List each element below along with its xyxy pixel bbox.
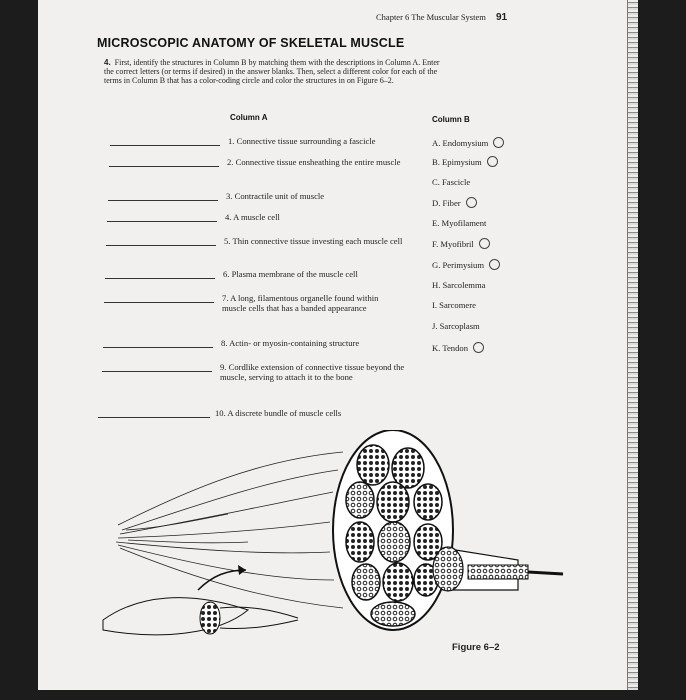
term-label: I. Sarcomere bbox=[432, 300, 476, 310]
question-text: 8. Actin- or myosin-containing structure bbox=[221, 338, 360, 348]
term-label: H. Sarcolemma bbox=[432, 280, 486, 290]
term-g bbox=[432, 259, 500, 270]
question-text: 7. A long, filamentous organelle found within muscle cells that has a banded appearance bbox=[222, 293, 379, 313]
color-coding-circle[interactable] bbox=[466, 197, 477, 208]
color-coding-circle[interactable] bbox=[473, 342, 484, 353]
term-j bbox=[432, 321, 480, 331]
answer-blank[interactable] bbox=[110, 145, 220, 146]
answer-blank[interactable] bbox=[102, 371, 212, 372]
chapter-label: Chapter 6 The Muscular System bbox=[376, 12, 486, 22]
term-a bbox=[432, 137, 504, 148]
answer-blank[interactable] bbox=[107, 221, 217, 222]
section-title: MICROSCOPIC ANATOMY OF SKELETAL MUSCLE bbox=[97, 36, 405, 50]
term-label: B. Epimysium bbox=[432, 157, 482, 167]
answer-blank[interactable] bbox=[109, 166, 219, 167]
color-coding-circle[interactable] bbox=[493, 137, 504, 148]
question-text: 2. Connective tissue ensheathing the entire muscle bbox=[227, 157, 401, 167]
answer-blank[interactable] bbox=[108, 200, 218, 201]
instruction-text: First, identify the structures in Column B by matching them with the descriptions in Column A. Enter the correct letters (or terms if desired) in the answer blanks. Then, select a different color for each of the terms in Column B that has a color-coding circle and color the structures in on Figure 6–2. bbox=[104, 58, 440, 85]
term-h bbox=[432, 280, 485, 290]
arrowhead-icon bbox=[238, 565, 246, 575]
figure-caption: Figure 6–2 bbox=[452, 642, 500, 653]
term-k bbox=[432, 342, 484, 353]
muscle-belly-lines bbox=[116, 452, 343, 608]
worksheet-page bbox=[38, 0, 638, 690]
term-label: D. Fiber bbox=[432, 198, 461, 208]
term-b bbox=[432, 156, 498, 167]
whole-muscle-sketch bbox=[103, 598, 298, 635]
term-label: A. Endomysium bbox=[432, 138, 489, 148]
answer-blank[interactable] bbox=[104, 302, 214, 303]
term-label: G. Perimysium bbox=[432, 260, 485, 270]
answer-blank[interactable] bbox=[105, 278, 215, 279]
question-text: 5. Thin connective tissue investing each muscle cell bbox=[224, 236, 403, 246]
answer-blank[interactable] bbox=[106, 245, 216, 246]
term-c bbox=[432, 177, 470, 187]
term-label: K. Tendon bbox=[432, 343, 468, 353]
exercise-number: 4. bbox=[104, 58, 111, 67]
term-e bbox=[432, 218, 486, 228]
term-label: C. Fascicle bbox=[432, 177, 471, 187]
column-a-header: Column A bbox=[230, 113, 268, 122]
muscle-anatomy-figure bbox=[98, 430, 578, 640]
term-i bbox=[432, 300, 476, 310]
color-coding-circle[interactable] bbox=[487, 156, 498, 167]
question-text: 1. Connective tissue surrounding a fascicle bbox=[228, 136, 376, 146]
term-d bbox=[432, 197, 477, 208]
instructions bbox=[104, 58, 444, 85]
term-label: J. Sarcoplasm bbox=[432, 321, 480, 331]
question-text: 10. A discrete bundle of muscle cells bbox=[215, 408, 342, 418]
extracted-fiber bbox=[433, 547, 563, 591]
color-coding-circle[interactable] bbox=[479, 238, 490, 249]
answer-blank[interactable] bbox=[98, 417, 210, 418]
question-text: 4. A muscle cell bbox=[225, 212, 280, 222]
color-coding-circle[interactable] bbox=[489, 259, 500, 270]
question-text: 3. Contractile unit of muscle bbox=[226, 191, 325, 201]
spiral-binding bbox=[627, 0, 638, 690]
term-label: E. Myofilament bbox=[432, 218, 487, 228]
question-text: 9. Cordlike extension of connective tissue beyond the muscle, serving to attach it to the bone bbox=[220, 362, 405, 382]
question-text: 6. Plasma membrane of the muscle cell bbox=[223, 269, 358, 279]
column-b-header: Column B bbox=[432, 115, 470, 124]
term-f bbox=[432, 238, 490, 249]
term-label: F. Myofibril bbox=[432, 239, 474, 249]
page-header bbox=[376, 12, 507, 23]
answer-blank[interactable] bbox=[103, 347, 213, 348]
page-number: 91 bbox=[495, 12, 508, 23]
